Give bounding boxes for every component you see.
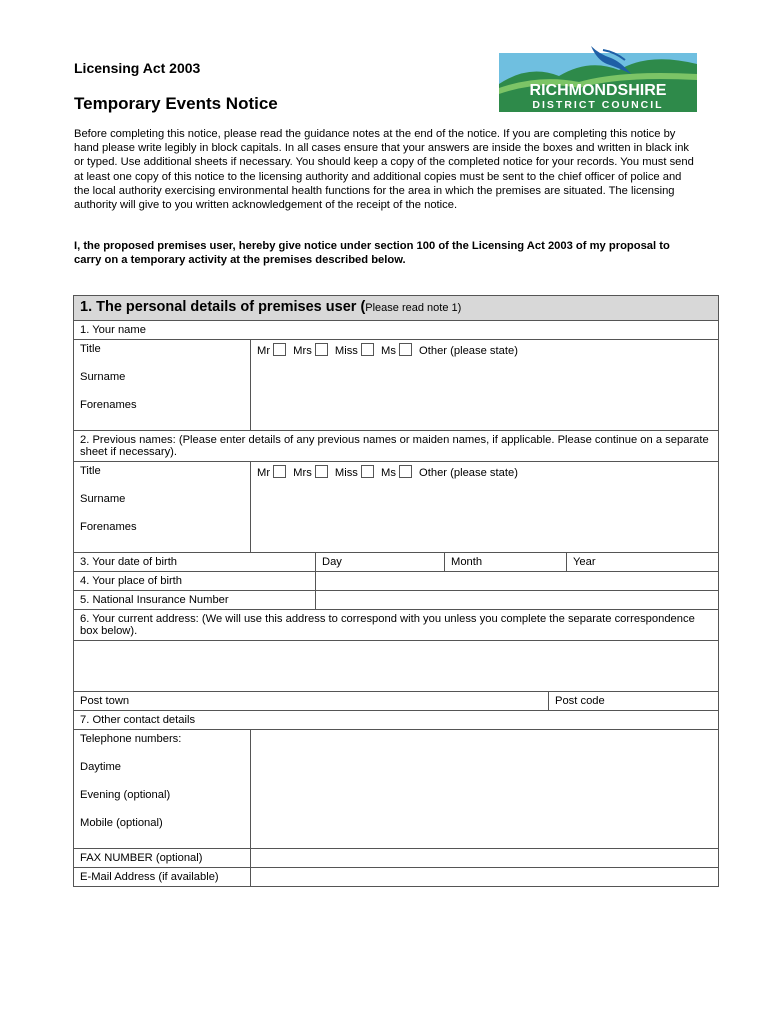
prev-title-miss-checkbox[interactable] <box>361 465 374 478</box>
dob-day-field[interactable]: Day <box>316 553 445 572</box>
title-mrs-checkbox[interactable] <box>315 343 328 356</box>
page-title: Temporary Events Notice <box>74 94 278 113</box>
prev-title-ms-checkbox[interactable] <box>399 465 412 478</box>
q6-label: 6. Your current address: (We will use this address to correspond with you unless you complete the separate correspondence box below). <box>74 610 719 641</box>
prev-title-mrs-checkbox[interactable] <box>315 465 328 478</box>
act-heading: Licensing Act 2003 <box>74 60 201 76</box>
email-field[interactable] <box>251 868 719 887</box>
name-labels: Title Surname Forenames <box>74 340 251 431</box>
contact-labels: Telephone numbers: Daytime Evening (optional) Mobile (optional) <box>74 730 251 849</box>
title-mr-checkbox[interactable] <box>273 343 286 356</box>
q5-label: 5. National Insurance Number <box>74 591 316 610</box>
q3-label: 3. Your date of birth <box>74 553 316 572</box>
address-field[interactable] <box>74 641 719 692</box>
fax-field[interactable] <box>251 849 719 868</box>
contact-fields[interactable] <box>251 730 719 849</box>
section-header: 1. The personal details of premises user (Please read note 1) <box>74 296 719 321</box>
post-town-field[interactable]: Post town <box>74 692 549 711</box>
previous-name-fields[interactable] <box>251 462 719 553</box>
q1-label: 1. Your name <box>74 321 719 340</box>
title-miss-checkbox[interactable] <box>361 343 374 356</box>
logo-line1: RICHMONDSHIRE <box>529 82 667 99</box>
q4-label: 4. Your place of birth <box>74 572 316 591</box>
declaration-text: I, the proposed premises user, hereby give notice under section 100 of the Licensing Act 2003 of my proposal to carry on a temporary activity at the premises described below. <box>74 240 670 267</box>
q2-label: 2. Previous names: (Please enter details of any previous names or maiden names, if applicable. Please continue on a separate sheet if necessary). <box>74 431 719 462</box>
title-ms-checkbox[interactable] <box>399 343 412 356</box>
logo-line2: DISTRICT COUNCIL <box>532 99 664 111</box>
q7-label: 7. Other contact details <box>74 711 719 730</box>
dob-year-field[interactable]: Year <box>567 553 719 572</box>
prev-title-mr-checkbox[interactable] <box>273 465 286 478</box>
email-label: E-Mail Address (if available) <box>74 868 251 887</box>
dob-month-field[interactable]: Month <box>445 553 567 572</box>
personal-details-form <box>73 295 719 887</box>
intro-text: Before completing this notice, please read the guidance notes at the end of the notice. If you are completing this notice by hand please write legibly in block capitals. In all cases ensure that your answers are inside the boxes and written in black ink or typed. Use additional sheets if necessary. You should keep a copy of the completed notice for your records. You must send at least one copy of this notice to the licensing authority and additional copies must be sent to the chief officer of police and the local authority exercising environmental health functions for the area in which the premises are situated. The licensing authority will give to you written acknowledgement of the receipt of the notice. <box>74 128 694 212</box>
ni-number-field[interactable] <box>316 591 719 610</box>
previous-name-labels: Title Surname Forenames <box>74 462 251 553</box>
fax-label: FAX NUMBER (optional) <box>74 849 251 868</box>
section-note: Please read note 1) <box>365 302 462 314</box>
place-of-birth-field[interactable] <box>316 572 719 591</box>
name-fields[interactable] <box>251 340 719 431</box>
council-logo <box>499 44 697 112</box>
previous-title-options: Mr Mrs Miss Ms Other (please state) <box>257 467 518 479</box>
post-code-field[interactable]: Post code <box>549 692 719 711</box>
title-options: Mr Mrs Miss Ms Other (please state) <box>257 345 518 357</box>
